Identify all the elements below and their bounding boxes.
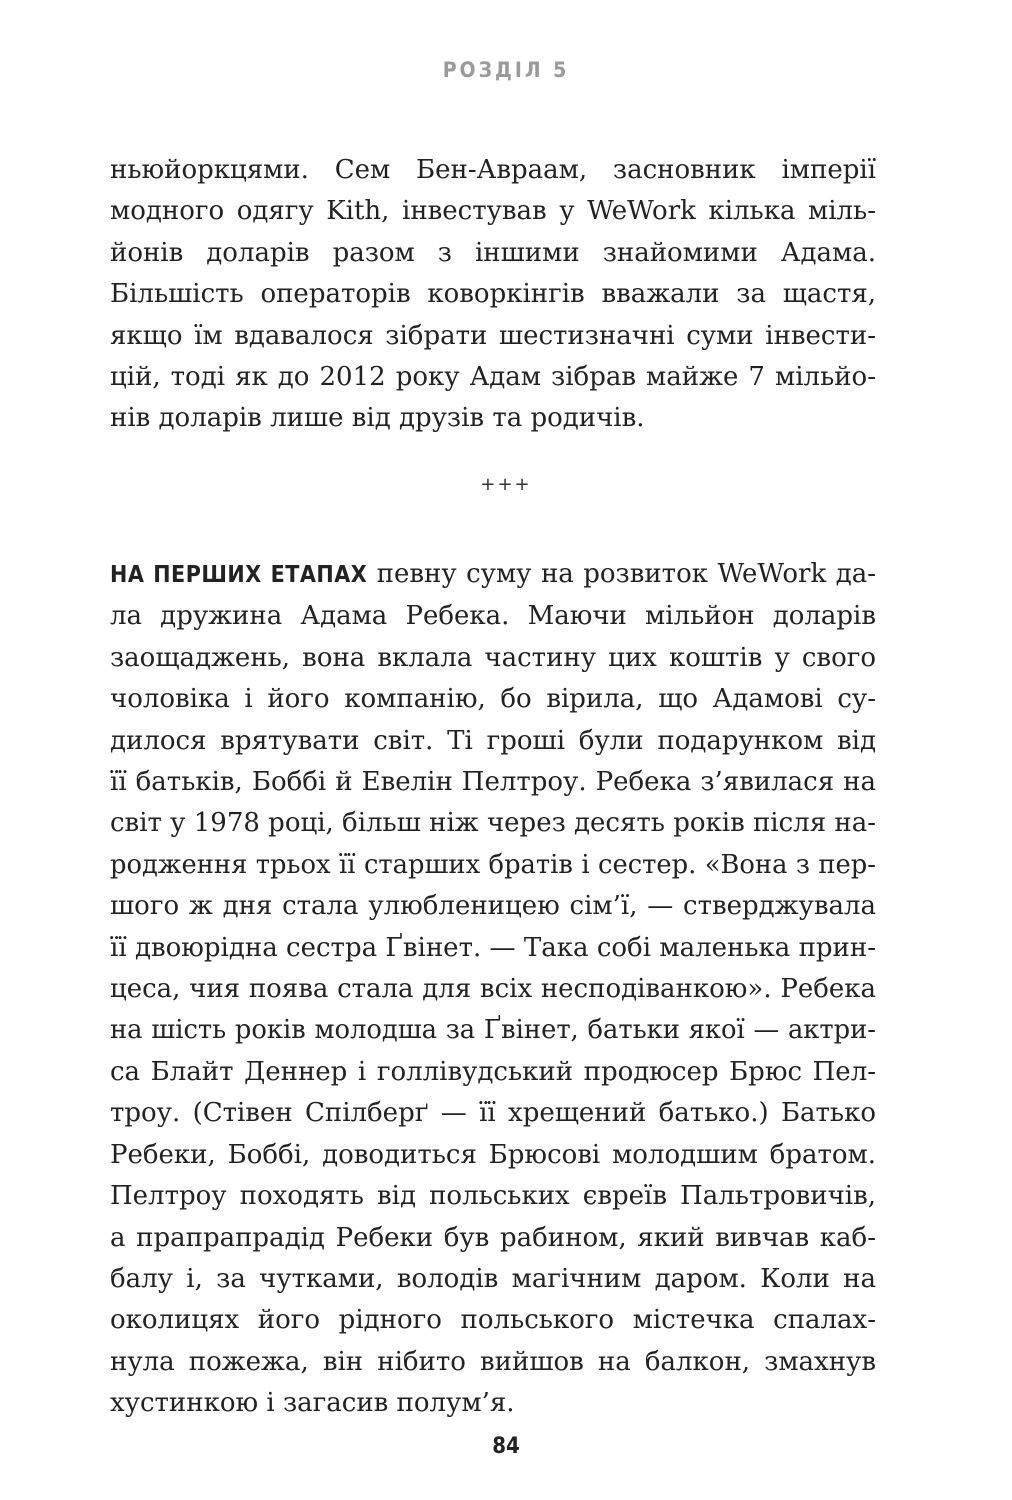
text-line: якщо їм вдавалося зібрати шестизначні суми інвести- (110, 320, 876, 351)
text-line: са Блайт Деннер і голлівудський продюсер Брюс Пел- (110, 1056, 876, 1087)
paragraph-1 (110, 150, 876, 440)
text-line: її батьків, Боббі й Евелін Пелтроу. Ребека з’явилася на (110, 767, 876, 798)
text-line: а прапрапрадід Ребеки був рабином, який вивчав каб- (110, 1222, 876, 1253)
text-line: нів доларів лише від друзів та родичів. (110, 403, 645, 434)
text-line: шого ж дня стала улюбленицею сім’ї, — стверджувала (110, 891, 876, 922)
text-line: чоловіка і його компанію, бо вірила, що Адамові су- (110, 684, 876, 715)
text-line: ла дружина Адама Ребека. Маючи мільйон доларів (110, 601, 876, 632)
text-line: хустинкою і загасив полум’я. (110, 1388, 515, 1419)
section-separator: +++ (480, 474, 532, 495)
text-line: йонів доларів разом з іншими знайомими Адама. (110, 237, 876, 268)
text-line: цій, тоді як до 2012 року Адам зібрав майже 7 мільйо- (110, 362, 876, 393)
running-header: РОЗДІЛ 5 (442, 58, 570, 82)
text-line: цеса, чия поява стала для всіх несподіванкою». Ребека (110, 974, 876, 1005)
text-line-first (110, 554, 876, 596)
page-number: 84 (492, 1434, 520, 1459)
text-line: Ребеки, Боббі, доводиться Брюсові молодшим братом. (110, 1139, 876, 1170)
text-line: світ у 1978 році, більш ніж через десять років після на- (110, 808, 876, 839)
text-line: дилося врятувати світ. Ті гроші були подарунком від (110, 725, 876, 756)
text-line: її двоюрідна сестра Ґвінет. — Така собі маленька прин- (110, 932, 876, 963)
paragraph-2 (110, 554, 876, 1425)
text-line: Пелтроу походять від польських євреїв Пальтровичів, (110, 1181, 876, 1212)
text-line: родження трьох її старших братів і сестер. «Вона з пер- (110, 849, 876, 880)
text-line: нула пожежа, він нібито вийшов на балкон, змахнув (110, 1346, 876, 1377)
text-line: модного одягу Kith, інвестував у WeWork кілька міль- (110, 196, 876, 227)
text-line: на шість років молодша за Ґвінет, батьки якої — актри- (110, 1015, 876, 1046)
first-line-rest: певну суму на розвиток WeWork да- (367, 559, 876, 589)
lead-in-caps: НА ПЕРШИХ ЕТАПАХ (110, 562, 368, 588)
text-line: околицях його рідного польського містечка спалах- (110, 1305, 876, 1336)
text-line: заощаджень, вона вклала частину цих коштів у свого (110, 642, 876, 673)
text-line: ньюйоркцями. Сем Бен-Авраам, засновник імперії (110, 155, 876, 185)
text-line: троу. (Стівен Спілберґ — її хрещений батько.) Батько (110, 1098, 876, 1129)
text-line: Більшість операторів коворкінгів вважали за щастя, (110, 279, 876, 310)
text-line: балу і, за чутками, володів магічним даром. Коли на (110, 1263, 876, 1294)
